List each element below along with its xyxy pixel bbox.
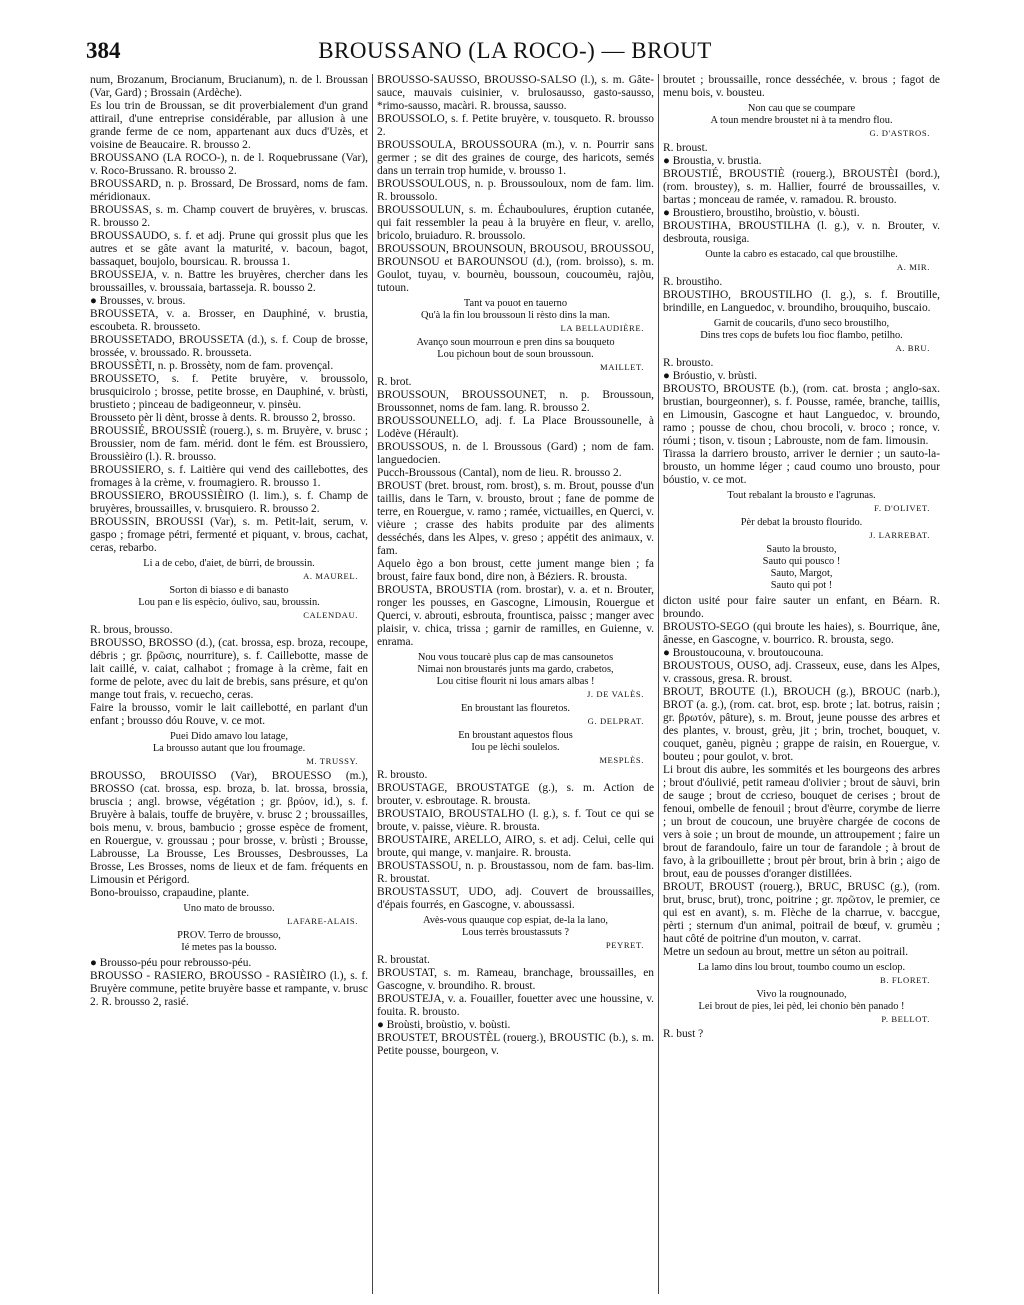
dictionary-entry: BROUSTO-SEGO (qui broute les haies), s. Bourrique, âne, ânesse, en Gascogne, v. bourrico. R. brousta, sego. <box>663 621 940 646</box>
verse-line: Iou pe lèchi soulelos. <box>471 742 560 753</box>
dictionary-entry: BROUSSIÉ, BROUSSIÈ (rouerg.), s. m. Bruyère, v. brusc ; Broussier, nom de fam. mérid. dont le fém. est Broussiero, Broussièiro (l.). R. brousso. <box>90 425 368 463</box>
verse-line: Sauto, Margot, <box>770 568 833 579</box>
verse-line: Puei Dido amavo lou latage, <box>169 731 289 742</box>
verse-author: A. MIR. <box>896 262 930 272</box>
dictionary-entry: BROUSTIHA, BROUSTILHA (l. g.), v. n. Brouter, v. desbrouta, rousiga. <box>663 220 940 245</box>
dictionary-entry: BROUST (bret. broust, rom. brost), s. m. Brout, pousse d'un taillis, dans le Tarn, v. brousto, brout ; fane de pomme de terre, en Rouergue, v. ramo ; ramée, victuailles, en Querci, v. vièure ; crasse des habits produite par des aliments desséchés, dans les Alpes, v. greso ; appétit des animaux, v. fam. <box>377 480 654 557</box>
dictionary-entry: BROUT, BROUTE (l.), BROUCH (g.), BROUC (narb.), BROT (a. g.), (rom. cat. brot, esp. brote ; lat. botrus, raisin ; gr. βρωτόν, pâture), s. m. Brout, jeune pousse des arbres et des plantes, v. broust, grèu, jit ; brin, trochet, bouquet, v. couquet, ganèu, pignèu ; grappe de raisin, en Rouergue, v. bouteu ; pour goulot, v. brot. <box>663 686 940 763</box>
dictionary-entry: BROUSSO - RASIERO, BROUSSO - RASIÈIRO (l.), s. f. Bruyère commune, petite bruyère basse et rampante, v. brusc 2. R. brousso 2, rasié. <box>90 970 368 1008</box>
verse-line: Ounte la cabro es estacado, cal que broustilhe. <box>705 249 898 260</box>
column-right <box>658 74 944 1294</box>
verse-line: A toun mendre broustet ni à ta mendro flou. <box>710 115 893 126</box>
dictionary-entry: R. brousto. <box>663 357 714 369</box>
verse-line: Pèr debat la brousto flourido. <box>740 517 863 528</box>
dictionary-entry: BROUSTASSOU, n. p. Broustassou, nom de fam. bas-lim. R. broustat. <box>377 860 654 885</box>
dictionary-entry: Broussetо pèr li dènt, brosse à dents. R. brousso 2, brosso. <box>90 412 356 424</box>
dictionary-entry: BROUSSO, BROSSO (d.), (cat. brossa, esp. broza, recoupe, débris ; gr. βρῶσις, nourriture), s. f. Caillebotte, masse de lait caillé, v. caiat, calhabot ; fromage à la crème, fait en forme de pelote, avec du lait de brebis, sans présure, et qu'on mange tout frais, v. recuecho, ceras. <box>90 637 368 701</box>
verse-quote <box>377 730 654 766</box>
verse-author: J. LARREBAT. <box>869 530 930 540</box>
verse-line: Lous terrès broustassuts ? <box>461 927 570 938</box>
dictionary-entry: Li brout dis aubre, les sommités et les bourgeons des arbres ; brout d'óulivié, petit rameau d'olivier ; brout de sàuvi, brin de sauge ; brout de ccrieso, bouquet de cerises ; brout de fenoui, ombelle de fenouil ; brout d'èurre, corymbe de lierre ; un brout de coucoun, une bruyère chargée de cocons de vers à soie ; un brout de mounde, un attroupement ; faire un brout de farandoulo, faire un tour de farandole ; à brout de favo, à la gribouillette ; brout pèr brout, brin à brin ; aigo de brout, eau de pousses d'oranger distillées. <box>663 764 940 880</box>
verse-line: En broustant las flouretos. <box>460 703 571 714</box>
verse-line: La lamo dins lou brout, toumbo coumo un esclop. <box>697 962 906 973</box>
page-number: 384 <box>86 38 121 63</box>
verse-line: Nou vous toucarè plus cap de mas cansounetos <box>417 652 614 663</box>
dictionary-entry: BROUSSÈTI, n. p. Brossèty, nom de fam. provençal. <box>90 360 334 372</box>
verse-line: Avès-vous quauque cop espiat, de-la la lano, <box>422 915 609 926</box>
dictionary-entry: broutet ; broussaille, ronce desséchée, v. brous ; fagot de menu bois, v. bousteu. <box>663 74 940 99</box>
dictionary-entry: ● Brousses, v. brous. <box>90 295 186 307</box>
verse-quote <box>663 490 940 514</box>
dictionary-entry: BROUSTAIRE, ARELLO, AIRO, s. et adj. Celui, celle qui broute, qui mange, v. manjaire. R. brousta. <box>377 834 654 859</box>
verse-line: Lei brout de pies, lei pèd, lei chonio bèn panado ! <box>698 1001 905 1012</box>
verse-line: Lou pichoun bout de soun broussoun. <box>437 349 594 360</box>
dictionary-entry: R. broustat. <box>377 954 430 966</box>
verse-author: MESPLÈS. <box>599 755 644 765</box>
verse-quote <box>377 298 654 334</box>
verse-author: MAILLET. <box>599 362 644 372</box>
dictionary-entry: BROUSTIHO, BROUSTILHO (l. g.), s. f. Broutille, brindille, en Languedoc, v. broundiho, brouquiho, buscaio. <box>663 289 940 314</box>
verse-quote <box>377 915 654 951</box>
verse-author: J. DE VALÈS. <box>586 689 644 699</box>
dictionary-entry: BROUSTET, BROUSTÈL (rouerg.), BROUSTIC (b.), s. m. Petite pousse, bourgeon, v. <box>377 1032 654 1057</box>
dictionary-entry: BROUSTASSUT, UDO, adj. Couvert de broussailles, d'épais fourrés, en Gascogne, v. aboussassi. <box>377 886 654 911</box>
verse-line: Vivo la rougnounado, <box>756 989 847 1000</box>
verse-author: CALENDAU. <box>303 610 358 620</box>
verse-quote <box>663 989 940 1025</box>
verse-line: Tant va pouot en tauerno <box>463 298 568 309</box>
dictionary-entry: R. brous, brousso. <box>90 624 173 636</box>
verse-quote <box>663 103 940 139</box>
dictionary-entry: Es lou trin de Broussan, se dit proverbialement d'un grand attirail, d'une entreprise considérable, par allusion à une grande ferme de ce nom, appartenant aux ducs d'Uzès, et voisine de Beaucaire. R. brousso 2. <box>90 100 368 151</box>
verse-quote <box>377 337 654 373</box>
dictionary-entry: BROUSSETADO, BROUSSETA (d.), s. f. Coup de brosse, brossée, v. broussado. R. brousseta. <box>90 334 368 359</box>
dictionary-entry: R. bust ? <box>663 1028 704 1040</box>
verse-line: En broustant aquestos flous <box>458 730 573 741</box>
verse-author: P. BELLOT. <box>881 1014 930 1024</box>
verse-quote <box>377 703 654 727</box>
verse-quote <box>663 318 940 354</box>
dictionary-entry: BROUSSAUDO, s. f. et adj. Prune qui grossit plus que les autres et se gâte avant la maturité, v. bacoun, bagot, bassaquet, boujolo, boursicau. R. broussa 1. <box>90 230 368 268</box>
dictionary-entry: BROUSTAT, s. m. Rameau, branchage, broussailles, en Gascogne, v. broundiho. R. broust. <box>377 967 654 992</box>
verse-line: Sauto qui pot ! <box>770 580 833 591</box>
verse-quote <box>90 558 368 582</box>
verse-quote <box>663 249 940 273</box>
verse-line: PROV. Terro de brousso, <box>177 930 281 941</box>
verse-author: G. DELPRAT. <box>587 716 644 726</box>
dictionary-entry: R. broustiho. <box>663 276 723 288</box>
verse-author: PEYRET. <box>605 940 644 950</box>
dictionary-entry: BROUSSIN, BROUSSI (Var), s. m. Petit-lait, serum, v. gaspo ; fromage pétri, fermenté et piquant, v. brous, cachat, ceras, rebarbo. <box>90 516 368 554</box>
verse-line: La brousso autant que lou froumage. <box>152 743 306 754</box>
page-header <box>86 38 944 68</box>
dictionary-entry: Bono-brouisso, crapaudine, plante. <box>90 887 250 899</box>
dictionary-entry: R. brousto. <box>377 769 428 781</box>
verse-quote <box>663 544 940 592</box>
verse-line: Sauto la brousto, <box>766 544 837 555</box>
verse-author: F. D'OLIVET. <box>874 503 930 513</box>
verse-line: Nimai non broustarés junts ma gardo, crabetos, <box>417 664 614 675</box>
dictionary-entry: R. brot. <box>377 376 412 388</box>
verse-quote <box>90 585 368 621</box>
verse-line: Ié metes pas la bousso. <box>181 942 277 953</box>
column-left <box>86 74 372 1294</box>
dictionary-entry: BROUSSIERO, BROUSSIÈIRO (l. lim.), s. f. Champ de bruyères, broussailles, v. brusquiero. R. brousso 2. <box>90 490 368 515</box>
dictionary-entry: BROUT, BROUST (rouerg.), BRUC, BRUSC (g.), (rom. brut, brusc, brut), tronc, poitrine ; gr. πρῶτον, le premier, ce qui est en avant), s. m. Flèche de la charrue, v. baccgue, pèrti ; sternum d'un animal, poitrail de bœuf, v. grumèu ; haut côté de poitrine d'un mouton, v. carrat. <box>663 881 940 945</box>
dictionary-entry: ● Bróustio, v. brùsti. <box>663 370 758 382</box>
verse-author: A. BRU. <box>895 343 930 353</box>
dictionary-entry: BROUSSOUNELLO, adj. f. La Place Broussounelle, à Lodève (Hérault). <box>377 415 654 440</box>
dictionary-entry: BROUSSO-SAUSSO, BROUSSO-SALSO (l.), s. m. Gâte-sauce, mauvais cuisinier, v. brulosausso, gasto-sausso, *rimo-sausso, macàri. R. broussa, sausso. <box>377 74 654 112</box>
dictionary-entry: R. broust. <box>663 142 708 154</box>
dictionary-entry: Metre un sedoun au brout, mettre un séton au poitrail. <box>663 946 909 958</box>
running-title: BROUSSANO (LA ROCO-) — BROUT <box>318 38 712 63</box>
verse-line: Qu'à la fin lou broussoun li rèsto dins la man. <box>421 310 610 321</box>
dictionary-entry: BROUSTO, BROUSTE (b.), (rom. cat. brosta ; anglo-sax. brustian, bourgeonner), s. f. Pousse, ramée, branche, taillis, en Limousin, Gascogne et haut Languedoc, v. broundo, ramo ; pousse de chou, chou brocoli, v. broco ; ronce, v. róumi ; tison, v. tisoun ; Labrouste, nom de fam. limousin. <box>663 383 940 447</box>
dictionary-columns <box>86 74 958 1294</box>
verse-quote <box>663 962 940 986</box>
dictionary-entry: BROUSSARD, n. p. Brossard, De Brossard, noms de fam. méridionaux. <box>90 178 368 203</box>
dictionary-entry: ● Broustoucouna, v. broutoucouna. <box>663 647 824 659</box>
verse-author: LAFARE-ALAIS. <box>287 916 358 926</box>
dictionary-entry: BROUSTIÉ, BROUSTIÈ (rouerg.), BROUSTÈI (bord.), (rom. broustey), s. m. Hallier, fourré de broussailles, v. bartas ; monceau de ramée, v. ramadou. R. brousto. <box>663 168 940 206</box>
verse-line: Uno mato de brousso. <box>183 903 275 914</box>
verse-quote <box>90 903 368 927</box>
verse-quote <box>377 652 654 700</box>
dictionary-entry: BROUSSO, BROUISSO (Var), BROUESSO (m.), BROSSO (cat. brossa, esp. broza, b. lat. brossa, brossia, bruscia ; angl. browse, végétation ; gr. βρύον, id.), s. f. Bruyère à balais, touffe de bruyère, v. brusc 2 ; broussailles, bois menu, v. brous, bambucio ; grosse espèce de froment, en Rouergue, v. groussau ; pour brosse, v. brùsti ; Brousse, Labrousse, La Brousse, Les Brousses, Desbrousses, La Brosse, Les Brosses, noms de lieux et de fam. fréquents en Limousin et Périgord. <box>90 770 368 886</box>
verse-line: Tout rebalant la brousto e l'agrunas. <box>727 490 876 501</box>
dictionary-entry: BROUSSOULUN, s. m. Échauboulures, éruption cutanée, qui fait ressembler la peau à la bruyère en fleur, v. arello, bricolo, bruiaduro. R. broussolo. <box>377 204 654 242</box>
dictionary-entry: BROUSSOULA, BROUSSOURA (m.), v. n. Pourrir sans germer ; se dit des graines de courge, des haricots, semés dans un terrain trop humide, v. brousso 1. <box>377 139 654 177</box>
dictionary-entry: BROUSSETO, s. f. Petite bruyère, v. broussolo, brusquicirolo ; brosse, petite brosse, en Dauphiné, v. brùsti, brustieto ; pinceau de badigeonneur, v. pinsèu. <box>90 373 368 411</box>
verse-quote <box>90 731 368 767</box>
dictionary-entry: BROUSSAS, s. m. Champ couvert de bruyères, v. bruscas. R. brousso 2. <box>90 204 368 229</box>
dictionary-entry: BROUSSOULOUS, n. p. Broussouloux, nom de fam. lim. R. broussolo. <box>377 178 654 203</box>
verse-author: B. FLORET. <box>879 975 930 985</box>
dictionary-entry: BROUSSANO (LA ROCO-), n. de l. Roquebrussane (Var), v. Roco-Brussano. R. brousso 2. <box>90 152 368 177</box>
dictionary-entry: BROUSTAIO, BROUSTALHO (l. g.), s. f. Tout ce qui se broute, v. paisse, vièure. R. brousta. <box>377 808 654 833</box>
verse-author: A. MAUREL. <box>303 571 358 581</box>
dictionary-entry: BROUSSOLO, s. f. Petite bruyère, v. tousqueto. R. brousso 2. <box>377 113 654 138</box>
dictionary-entry: num, Brozanum, Brocianum, Brucianum), n. de l. Broussan (Var, Gard) ; Brossain (Ardèche). <box>90 74 368 99</box>
dictionary-entry: Pucch-Broussous (Cantal), nom de lieu. R. brousso 2. <box>377 467 622 479</box>
column-middle <box>372 74 658 1294</box>
verse-line: Sauto qui pousco ! <box>762 556 841 567</box>
dictionary-entry: BROUSSETA, v. a. Brosser, en Dauphiné, v. brustia, escoubeta. R. broussetо. <box>90 308 368 333</box>
dictionary-entry: BROUSTA, BROUSTIA (rom. brostar), v. a. et n. Brouter, ronger les pousses, en Gascogne, Limousin, Rouergue et Querci, v. abrouti, esbrouta, frountisca, paissc ; manger avec plaisir, v. chica, trissa ; garnir de ramilles, en Guienne, v. enrama. <box>377 584 654 648</box>
dictionary-entry: BROUSSEJA, v. n. Battre les bruyères, chercher dans les broussailles, v. broussaia, bartasseja. R. bousso 2. <box>90 269 368 294</box>
verse-quote <box>90 930 368 954</box>
dictionary-entry: Faire la brousso, vomir le lait caillebotté, en parlant d'un enfant ; brousso dóu Rouve, v. ce mot. <box>90 702 368 727</box>
dictionary-entry: ● Brousso-péu pour rebrousso-péu. <box>90 957 252 969</box>
dictionary-entry: BROUSTAGE, BROUSTATGE (g.), s. m. Action de brouter, v. esbroutage. R. brousta. <box>377 782 654 807</box>
verse-line: Lou pan e lis espècio, óulivo, sau, broussin. <box>138 597 320 608</box>
verse-line: Non cau que se coumpare <box>747 103 856 114</box>
verse-author: M. TRUSSY. <box>306 756 358 766</box>
verse-line: Lou citise flourit ni lous amars albas ! <box>436 676 595 687</box>
verse-line: Li a de cebo, d'aiet, de bùrri, de broussin. <box>143 558 315 569</box>
verse-line: Dins tres cops de bufets lou fioc flambo, petilho. <box>700 330 903 341</box>
dictionary-entry: BROUSSOUN, BROUNSOUN, BROUSOU, BROUSSOU, BROUNSOU et BAROUNSOU (d.), (rom. broisso), s. m. Goulot, tuyau, v. bournèu, boussoun, coucoumèu, rajòu, tutoun. <box>377 243 654 294</box>
dictionary-entry: ● Broustia, v. brustia. <box>663 155 762 167</box>
verse-line: Avanço soun mourroun e pren dins sa bouqueto <box>416 337 615 348</box>
dictionary-entry: BROUSSOUN, BROUSSOUNET, n. p. Broussoun, Broussonnet, noms de fam. lang. R. brousso 2. <box>377 389 654 414</box>
dictionary-entry: BROUSSOUS, n. de l. Broussous (Gard) ; nom de fam. languedocien. <box>377 441 654 466</box>
verse-quote <box>663 517 940 541</box>
dictionary-entry: BROUSTOUS, OUSO, adj. Crasseux, euse, dans les Alpes, v. crassous, gresa. R. broust. <box>663 660 940 685</box>
dictionary-entry: Aquelo ègo a bon broust, cette jument mange bien ; fa broust, faire faux bond, dire non, à Béziers. R. brousta. <box>377 558 654 583</box>
verse-author: G. D'ASTROS. <box>869 128 930 138</box>
verse-author: LA BELLAUDIÈRE. <box>560 323 644 333</box>
dictionary-entry: BROUSTEJA, v. a. Fouailler, fouetter avec une houssine, v. fouita. R. brousto. <box>377 993 654 1018</box>
dictionary-entry: ● Broustiero, broustiho, broùstio, v. bòusti. <box>663 207 860 219</box>
dictionary-entry: ● Broùsti, broùstio, v. boùsti. <box>377 1019 511 1031</box>
verse-line: Sorton di biasso e di banasto <box>169 585 289 596</box>
dictionary-entry: BROUSSIERO, s. f. Laitière qui vend des caillebottes, des fromages à la crème, v. froumagiero. R. brousso 1. <box>90 464 368 489</box>
dictionary-entry: dicton usité pour faire sauter un enfant, en Béarn. R. broundo. <box>663 595 940 620</box>
verse-line: Garnit de coucarils, d'uno seco broustilho, <box>713 318 890 329</box>
dictionary-entry: Tirassa la darriero brousto, arriver le dernier ; un sauto-la-brousto, un homme léger ; caud coumo uno brousto, pour bóustio, v. ce mot. <box>663 448 940 486</box>
